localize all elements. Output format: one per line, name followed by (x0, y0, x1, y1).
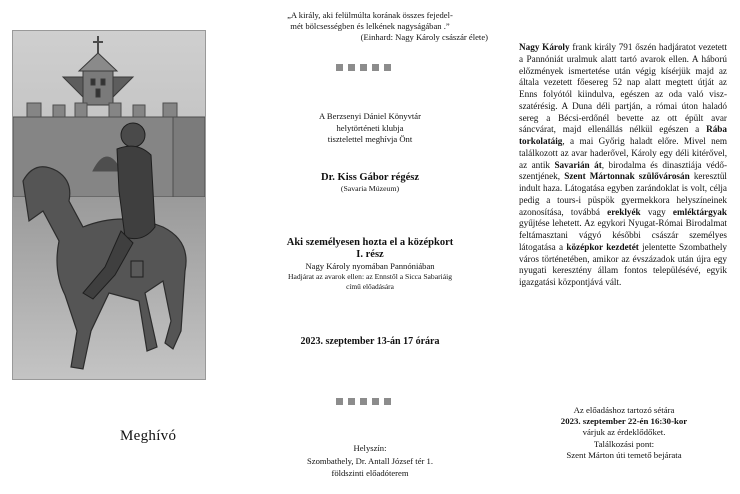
walk-date: 2023. szeptember 22-én 16:30-kor (560, 416, 688, 427)
lecture-subtitle: Nagy Károly nyomában Pannóniában (305, 261, 435, 271)
lecture-topic: Hadjárat az avarok ellen: az Ennstől a Sicca Sabariáig (287, 272, 453, 281)
walk-meeting-point: Szent Márton úti temető bejárata (566, 449, 682, 460)
lecture-part: I. rész (356, 249, 384, 260)
event-date: 2023. szeptember 13-án 17 órára (300, 336, 440, 347)
separator-top (333, 64, 393, 71)
lecture-suffix: című előadására (346, 282, 394, 291)
article-segment: keresztül indult haza. Látogatása egyben zarándoklat is volt, célja pedig a tours-i püspök gyermekkora helyszíneinek azonosítása, továbbá (519, 171, 727, 217)
article-emphasis: Rába torkolatáig (519, 124, 727, 146)
article-segment: frank király 791 őszén hadjáratot vezetett a Pannóniát uralmuk alatt tartó avarok ellen. A háború előzmények ismertetése után végig kísérjük majd az általa vezetett főesereg 52 nap alatt megtett útját az Enns folyótól kiindulva, egészen az oda való viszszatérésig. A Duna déli partján, a római úton haladó sereg a Bécsi-erdőnél bevette az ott épült avar sáncvárat, majd ellenállás nélkül egészen a (519, 42, 727, 135)
article-segment: , a mai Győrig haladt előre. Mivel nem találkozott az avar haderővel, Károly egy déli kitérővel, az antik (519, 136, 727, 170)
venue-block (252, 442, 488, 480)
separator-square (348, 64, 355, 71)
walk-line-1: Az előadáshoz tartozó sétára (573, 405, 675, 415)
article-segment: , birodalma és dinasztiája védőszentjének, (519, 159, 727, 182)
article-emphasis: középkor kezdetét (566, 241, 639, 252)
epigraph-quote (252, 10, 488, 43)
host-block (252, 111, 488, 146)
separator-square (372, 398, 379, 405)
separator-bottom (333, 398, 393, 405)
lecture-title: Aki személyesen hozta el a középkort (286, 237, 454, 248)
speaker-name: Dr. Kiss Gábor régész (321, 172, 419, 183)
venue-room: földszinti előadóterem (331, 468, 409, 478)
quote-line-1: „A király, aki felülmúlta korának összes fejedel- (287, 10, 453, 20)
article-segment: vagy (640, 206, 673, 217)
article-emphasis: Nagy Károly (519, 42, 570, 52)
walk-line-3: várjuk az érdeklődőket. (582, 427, 666, 438)
host-line-3: tisztelettel meghívja Önt (327, 134, 413, 144)
article-emphasis: emléktárgyak (672, 206, 728, 217)
cover-title: Meghívó (120, 428, 177, 444)
article-emphasis: Szent Mártonnak szülővárosán (564, 171, 690, 182)
venue-address: Szombathely, Dr. Antall József tér 1. (307, 455, 433, 466)
separator-square (336, 64, 343, 71)
separator-square (360, 64, 367, 71)
venue-label: Helyszín: (353, 443, 387, 453)
article-emphasis: Savarián át (554, 159, 602, 170)
speaker-affiliation: (Savaria Múzeum) (340, 184, 400, 193)
article-segment: jelentette Szombathely város történetében, amikor az évszázadok után újra egy nyugati keresztény állam fontos településévé, egyik igazgatási központjává vált. (519, 241, 728, 287)
separator-square (372, 64, 379, 71)
separator-square (384, 64, 391, 71)
separator-square (348, 398, 355, 405)
lecture-block (252, 236, 488, 292)
cover-image (12, 30, 206, 380)
separator-square (336, 398, 343, 405)
separator-square (360, 398, 367, 405)
article-emphasis: ereklyék (607, 206, 641, 217)
walk-meeting-label: Találkozási pont: (593, 438, 655, 449)
separator-square (384, 398, 391, 405)
host-line-2: helytörténeti klubja (336, 122, 404, 133)
walk-block (520, 405, 728, 461)
quote-line-2: mét bölcsességben és lelkének nagyságában .” (290, 21, 450, 31)
article-segment: gyűjtése lehetett. Az egykori Nyugat-Római Birodalmat feltámasztani vágyó későbbi császár személyes látogatása a (519, 218, 727, 252)
quote-source: (Einhard: Nagy Károly császár élete) (360, 32, 488, 42)
speaker-block (252, 171, 488, 194)
host-line-1: A Berzsenyi Dániel Könyvtár (319, 111, 421, 121)
relief-illustration (13, 31, 205, 379)
article-text (519, 42, 727, 289)
